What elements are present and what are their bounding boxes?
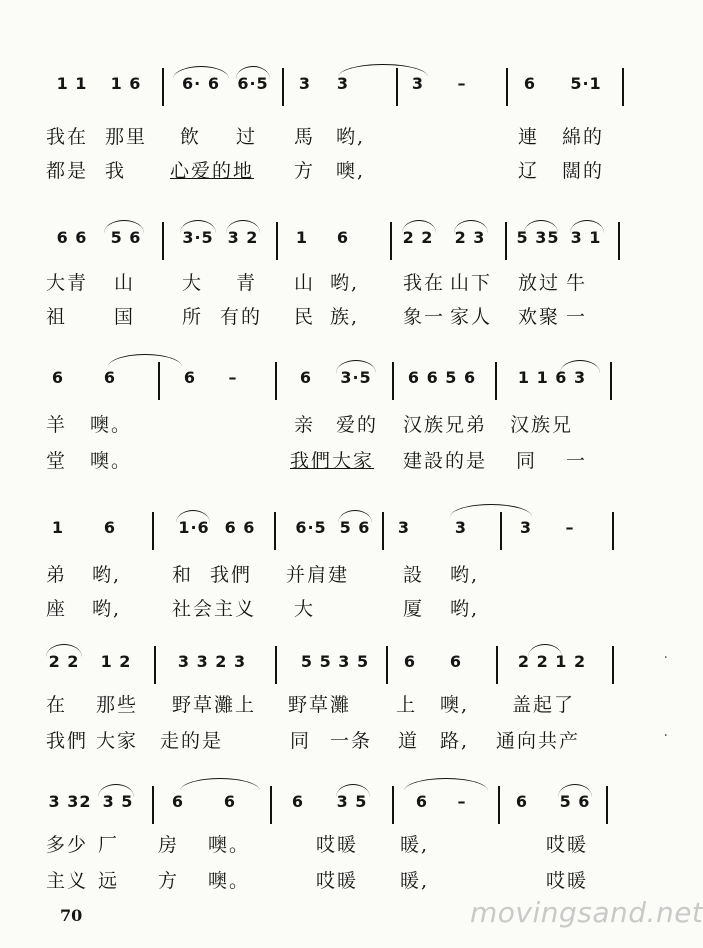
- note: 2 2: [402, 228, 434, 247]
- slur: [558, 784, 592, 797]
- note: 3: [397, 518, 411, 537]
- lyric-word: 有的: [220, 306, 263, 328]
- lyric-word: 辽: [518, 160, 540, 182]
- bar-line: [276, 222, 278, 260]
- lyric-line-2: [0, 156, 672, 186]
- slur: [570, 220, 604, 233]
- bar-line: [606, 786, 608, 824]
- lyric-word: 过: [236, 126, 258, 148]
- bar-line: [610, 362, 612, 400]
- note: 3 3 2 3: [177, 652, 247, 671]
- bar-line: [506, 68, 508, 106]
- lyric-word: 野草灘: [288, 694, 352, 716]
- lyric-word: 都是: [46, 160, 89, 182]
- bar-line: [154, 646, 156, 684]
- lyric-word: 座: [46, 598, 68, 620]
- bar-line: [270, 786, 272, 824]
- lyric-word: 哎暖: [546, 870, 589, 892]
- note: 1 1 6 3: [517, 368, 587, 387]
- lyric-word: 我們: [46, 730, 89, 752]
- slur: [336, 784, 370, 797]
- score-system-6: [0, 780, 672, 910]
- note: 6·5: [295, 518, 327, 537]
- lyric-word: 暖,: [400, 870, 430, 892]
- edge-mark: ·: [663, 650, 668, 666]
- note: 6: [523, 74, 537, 93]
- note: 3: [411, 74, 425, 93]
- lyric-word: 大家: [96, 730, 139, 752]
- note: –: [228, 368, 238, 387]
- bar-line: [392, 786, 394, 824]
- edge-mark: ·: [663, 728, 668, 744]
- lyric-line-2: [0, 302, 672, 332]
- lyric-word: 哎暖: [316, 834, 359, 856]
- lyric-word: 弟: [46, 564, 68, 586]
- lyric-line-1: [0, 560, 672, 590]
- lyric-line-2: [0, 866, 672, 896]
- note: 6 6: [224, 518, 256, 537]
- lyric-word: 暖,: [400, 834, 430, 856]
- bar-line: [158, 362, 160, 400]
- slur: [450, 504, 532, 517]
- lyric-word: 心爱的地: [170, 160, 255, 182]
- lyric-word: 噢,: [336, 160, 366, 182]
- note: 2 3: [454, 228, 486, 247]
- lyric-word: 房: [158, 834, 180, 856]
- note: 6 6 5 6: [407, 368, 477, 387]
- bar-line: [622, 68, 624, 106]
- lyric-word: 同: [290, 730, 312, 752]
- note: 1 1: [56, 74, 88, 93]
- score-system-1: [0, 62, 672, 192]
- note: 1 6: [110, 74, 142, 93]
- lyric-word: 馬: [294, 126, 316, 148]
- lyric-word: 哟,: [92, 598, 122, 620]
- note: 3: [519, 518, 533, 537]
- note: 1·6: [178, 518, 210, 537]
- bar-line: [274, 512, 276, 550]
- lyric-word: 国: [114, 306, 136, 328]
- slur: [402, 220, 436, 233]
- bar-line: [282, 68, 284, 106]
- lyric-word: 連: [518, 126, 540, 148]
- note: 5 6: [339, 518, 371, 537]
- bar-line: [612, 646, 614, 684]
- note: 6: [171, 792, 185, 811]
- lyric-word: 并肩建: [286, 564, 350, 586]
- note-row: [0, 780, 672, 820]
- score-system-5: [0, 640, 672, 770]
- lyric-line-1: [0, 830, 672, 860]
- lyric-word: 哎暖: [546, 834, 589, 856]
- slur: [454, 220, 488, 233]
- slur: [336, 360, 376, 373]
- lyric-word: 噢。: [208, 834, 251, 856]
- bar-line: [505, 222, 507, 260]
- bar-line: [495, 362, 497, 400]
- lyric-word: 野草灘上: [172, 694, 257, 716]
- note: 3: [336, 74, 350, 93]
- lyric-word: 一条: [330, 730, 373, 752]
- lyric-word: 上: [396, 694, 418, 716]
- lyric-word: 我在: [403, 272, 446, 294]
- lyric-word: 象一: [403, 306, 446, 328]
- lyric-word: 我們大家: [290, 450, 375, 472]
- lyric-word: 堂: [46, 450, 68, 472]
- lyric-word: 哎暖: [316, 870, 359, 892]
- slur: [176, 510, 210, 523]
- bar-line: [496, 646, 498, 684]
- lyric-line-2: [0, 446, 672, 476]
- note-row: [0, 640, 672, 680]
- lyric-word: 山下: [450, 272, 493, 294]
- lyric-word: 青: [236, 272, 258, 294]
- bar-line: [392, 362, 394, 400]
- bar-line: [152, 512, 154, 550]
- lyric-word: 厦: [403, 598, 425, 620]
- lyric-word: 祖: [46, 306, 68, 328]
- page-number: 70: [60, 906, 83, 925]
- slur: [338, 510, 372, 523]
- lyric-word: 設: [403, 564, 425, 586]
- lyric-word: 方: [158, 870, 180, 892]
- lyric-word: 哟,: [92, 564, 122, 586]
- slur: [236, 66, 270, 79]
- lyric-word: 多少: [46, 834, 89, 856]
- note: 3 2: [227, 228, 259, 247]
- bar-line: [390, 222, 392, 260]
- bar-line: [275, 646, 277, 684]
- lyric-word: 主义: [46, 870, 89, 892]
- note: 3: [298, 74, 312, 93]
- score-system-3: [0, 356, 672, 486]
- note: 5·1: [570, 74, 602, 93]
- note: 5 6: [559, 792, 591, 811]
- note: 6: [291, 792, 305, 811]
- lyric-word: 哟,: [450, 564, 480, 586]
- lyric-word: 山: [114, 272, 136, 294]
- lyric-word: 厂: [98, 834, 120, 856]
- note: 3 5: [336, 792, 368, 811]
- lyric-line-2: [0, 594, 672, 624]
- note: 3·5: [182, 228, 214, 247]
- lyric-word: 大: [294, 598, 316, 620]
- lyric-word: 大青: [46, 272, 89, 294]
- lyric-word: 族,: [330, 306, 360, 328]
- slur: [560, 360, 600, 373]
- note: 1: [51, 518, 65, 537]
- note: 6 6: [56, 228, 88, 247]
- bar-line: [386, 646, 388, 684]
- lyric-word: 一: [566, 450, 588, 472]
- bar-line: [618, 222, 620, 260]
- note: 1 2: [100, 652, 132, 671]
- bar-line: [498, 786, 500, 824]
- note: 6: [449, 652, 463, 671]
- lyric-word: 闊的: [562, 160, 605, 182]
- lyric-word: 噢。: [90, 450, 133, 472]
- note: 6·5: [237, 74, 269, 93]
- note: 6: [223, 792, 237, 811]
- bar-line: [500, 512, 502, 550]
- note-row: [0, 216, 672, 256]
- bar-line: [162, 222, 164, 260]
- lyric-word: 同: [516, 450, 538, 472]
- note: 6: [299, 368, 313, 387]
- lyric-word: 欢聚: [518, 306, 561, 328]
- note: 6: [103, 368, 117, 387]
- note: 3: [454, 518, 468, 537]
- note-row: [0, 62, 672, 102]
- bar-line: [162, 68, 164, 106]
- lyric-word: 我: [105, 160, 127, 182]
- lyric-word: 汉族兄: [510, 414, 574, 436]
- lyric-word: 大: [182, 272, 204, 294]
- slur: [528, 644, 562, 657]
- score-system-2: [0, 216, 672, 346]
- note: 5 5 3 5: [300, 652, 370, 671]
- lyric-word: 走的是: [160, 730, 224, 752]
- note: 6: [336, 228, 350, 247]
- lyric-word: 哟,: [450, 598, 480, 620]
- lyric-word: 民: [294, 306, 316, 328]
- lyric-word: 远: [98, 870, 120, 892]
- lyric-word: 方: [294, 160, 316, 182]
- bar-line: [152, 786, 154, 824]
- lyric-word: 我們: [210, 564, 253, 586]
- note: –: [565, 518, 575, 537]
- lyric-line-1: [0, 410, 672, 440]
- note: 6: [403, 652, 417, 671]
- note: 5 6: [110, 228, 142, 247]
- lyric-word: 飲: [180, 126, 202, 148]
- slur: [180, 220, 216, 233]
- slur: [98, 784, 134, 797]
- slur: [104, 220, 144, 233]
- lyric-word: 在: [46, 694, 68, 716]
- lyric-word: 哟,: [330, 272, 360, 294]
- bar-line: [612, 512, 614, 550]
- slur: [173, 66, 229, 79]
- lyric-word: 道: [398, 730, 420, 752]
- lyric-word: 家人: [450, 306, 493, 328]
- lyric-word: 通向共产: [496, 730, 581, 752]
- lyric-line-1: [0, 268, 672, 298]
- bar-line: [275, 362, 277, 400]
- note: 6: [183, 368, 197, 387]
- note: 5 35: [516, 228, 560, 247]
- note: 6: [415, 792, 429, 811]
- lyric-word: 社会主义: [172, 598, 257, 620]
- note: 6: [103, 518, 117, 537]
- note-row: [0, 356, 672, 396]
- lyric-word: 建設的是: [403, 450, 488, 472]
- lyric-word: 爱的: [336, 414, 379, 436]
- lyric-word: 噢。: [90, 414, 133, 436]
- note: 3 5: [102, 792, 134, 811]
- slur: [108, 354, 182, 367]
- note: 2 2 1 2: [517, 652, 587, 671]
- note: 3 32: [48, 792, 92, 811]
- lyric-word: 哟,: [336, 126, 366, 148]
- note: 1: [295, 228, 309, 247]
- lyric-word: 一: [566, 306, 588, 328]
- slur: [524, 220, 558, 233]
- lyric-word: 羊: [46, 414, 68, 436]
- bar-line: [382, 512, 384, 550]
- slur: [226, 220, 260, 233]
- lyric-word: 放过: [518, 272, 561, 294]
- lyric-word: 所: [182, 306, 204, 328]
- score-system-4: [0, 506, 672, 636]
- note: 2 2: [48, 652, 80, 671]
- note: 6: [51, 368, 65, 387]
- lyric-word: 綿的: [562, 126, 605, 148]
- note-row: [0, 506, 672, 546]
- lyric-word: 噢,: [440, 694, 470, 716]
- note: –: [457, 74, 467, 93]
- lyric-word: 我在: [46, 126, 89, 148]
- slur: [46, 644, 82, 657]
- lyric-word: 噢。: [208, 870, 251, 892]
- slur: [338, 64, 428, 77]
- lyric-word: 汉族兄弟: [403, 414, 488, 436]
- lyric-word: 那些: [96, 694, 139, 716]
- lyric-line-2: [0, 726, 672, 756]
- lyric-word: 路,: [440, 730, 470, 752]
- lyric-word: 那里: [105, 126, 148, 148]
- lyric-word: 牛: [566, 272, 588, 294]
- watermark: movingsand.net: [470, 896, 703, 929]
- slur: [404, 778, 488, 791]
- slur: [180, 778, 260, 791]
- note: 6· 6: [182, 74, 220, 93]
- note: 3 1: [570, 228, 602, 247]
- lyric-line-1: [0, 690, 672, 720]
- lyric-word: 和: [172, 564, 194, 586]
- lyric-word: 亲: [294, 414, 316, 436]
- note: –: [457, 792, 467, 811]
- note: 3·5: [340, 368, 372, 387]
- lyric-word: 山: [294, 272, 316, 294]
- lyric-line-1: [0, 122, 672, 152]
- note: 6: [515, 792, 529, 811]
- lyric-word: 盖起了: [512, 694, 576, 716]
